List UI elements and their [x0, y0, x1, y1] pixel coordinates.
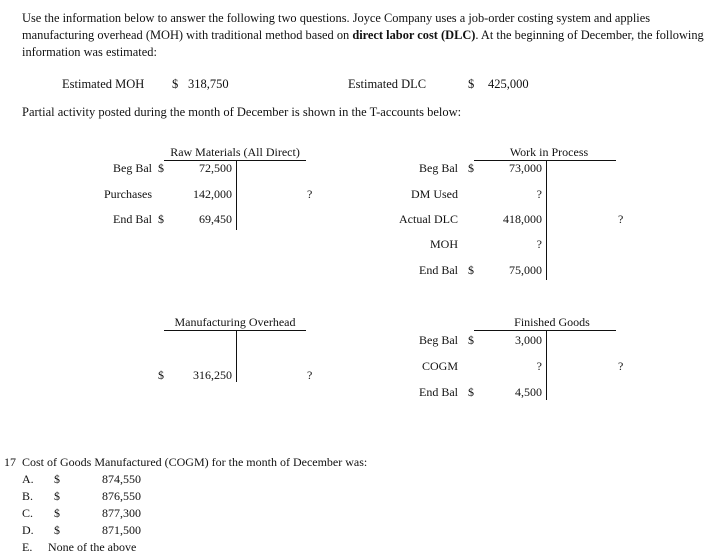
- question-text: Cost of Goods Manufactured (COGM) for the month of December was:: [22, 455, 368, 469]
- option-a-currency: $: [54, 472, 60, 486]
- finished-goods-top-line: [474, 330, 616, 331]
- raw-materials-label-purchases: Purchases: [104, 187, 152, 201]
- question-number: 17: [4, 455, 16, 469]
- estimated-moh-label: Estimated MOH: [62, 77, 145, 91]
- raw-materials-cur-beg: $: [158, 161, 164, 175]
- estimated-moh-currency: $: [172, 77, 179, 91]
- finished-goods-cur-beg: $: [468, 333, 474, 347]
- wip-label-beg: Beg Bal: [419, 161, 458, 175]
- wip-value-end: 75,000: [509, 263, 542, 277]
- intro-paragraph: [22, 10, 712, 61]
- finished-goods-value-end: 4,500: [515, 385, 542, 399]
- finished-goods-label-beg: Beg Bal: [419, 333, 458, 347]
- finished-goods-center-line: [546, 330, 547, 400]
- wip-center-line: [546, 160, 547, 280]
- option-c-value: 877,300: [102, 506, 141, 520]
- moh-debit-value: 316,250: [193, 368, 232, 382]
- moh-debit-currency: $: [158, 368, 164, 382]
- wip-label-end: End Bal: [419, 263, 458, 277]
- raw-materials-title: Raw Materials (All Direct): [170, 145, 300, 159]
- moh-top-line: [164, 330, 306, 331]
- estimated-dlc-label: Estimated DLC: [348, 77, 427, 91]
- moh-center-line: [236, 330, 237, 382]
- option-a-letter: A.: [22, 472, 34, 486]
- moh-credit-unknown: ?: [307, 368, 313, 382]
- option-e-letter: E.: [22, 540, 33, 554]
- wip-cur-beg: $: [468, 161, 474, 175]
- partial-activity-text: Partial activity posted during the month of December is shown in the T-accounts below:: [22, 105, 462, 119]
- raw-materials-value-end: 69,450: [199, 212, 232, 226]
- wip-label-dm-used: DM Used: [411, 187, 458, 201]
- wip-cur-end: $: [468, 263, 474, 277]
- raw-materials-value-purchases: 142,000: [193, 187, 232, 201]
- estimated-dlc-value: 425,000: [488, 77, 529, 91]
- raw-materials-label-beg: Beg Bal: [113, 161, 152, 175]
- option-a-value: 874,550: [102, 472, 141, 486]
- intro-text-1: Use the information below to answer the following two questions. Joyce Company uses a job-order costing system and applies manufacturing overhead (MOH) with traditional method based on: [22, 11, 651, 42]
- estimated-dlc-currency: $: [468, 77, 475, 91]
- option-b-letter: B.: [22, 489, 34, 503]
- finished-goods-value-beg: 3,000: [515, 333, 542, 347]
- option-c-currency: $: [54, 506, 60, 520]
- option-c-letter: C.: [22, 506, 34, 520]
- wip-credit-unknown: ?: [618, 212, 624, 226]
- estimated-moh-value: 318,750: [188, 77, 229, 91]
- raw-materials-cur-end: $: [158, 212, 164, 226]
- option-d-value: 871,500: [102, 523, 141, 537]
- wip-label-moh: MOH: [429, 237, 458, 251]
- intro-text-2: . At the beginning of December, the following information was estimated:: [22, 28, 704, 59]
- wip-value-beg: 73,000: [509, 161, 542, 175]
- raw-materials-value-beg: 72,500: [199, 161, 232, 175]
- wip-label-actual-dlc: Actual DLC: [399, 212, 458, 226]
- finished-goods-cur-end: $: [468, 385, 474, 399]
- wip-value-dm-used: ?: [536, 187, 542, 201]
- finished-goods-value-cogm: ?: [536, 359, 542, 373]
- finished-goods-label-cogm: COGM: [421, 359, 458, 373]
- finished-goods-label-end: End Bal: [419, 385, 458, 399]
- raw-materials-center-line: [236, 160, 237, 230]
- option-e-value: None of the above: [48, 540, 137, 554]
- moh-title: Manufacturing Overhead: [174, 315, 296, 329]
- option-b-value: 876,550: [102, 489, 141, 503]
- wip-value-actual-dlc: 418,000: [503, 212, 542, 226]
- finished-goods-title: Finished Goods: [514, 315, 590, 329]
- wip-title: Work in Process: [509, 145, 589, 159]
- option-b-currency: $: [54, 489, 60, 503]
- finished-goods-credit-unknown: ?: [618, 359, 624, 373]
- raw-materials-credit-unknown: ?: [307, 187, 313, 201]
- intro-bold-dlc: direct labor cost (DLC): [352, 28, 476, 42]
- wip-value-moh: ?: [536, 237, 542, 251]
- option-d-letter: D.: [22, 523, 34, 537]
- option-d-currency: $: [54, 523, 60, 537]
- raw-materials-label-end: End Bal: [113, 212, 152, 226]
